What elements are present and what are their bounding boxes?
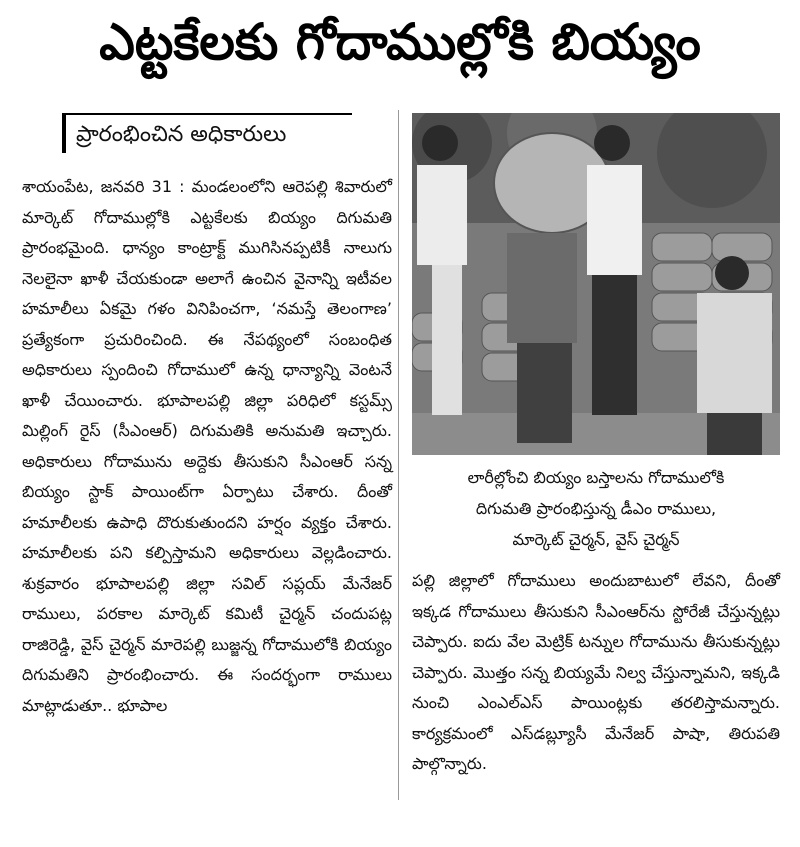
- article-column-left: [22, 172, 392, 721]
- caption-line-1: లారీల్లోంచి బియ్యం బస్తాలను గోదాములోకి: [467, 468, 725, 487]
- photo-caption: [412, 462, 780, 555]
- article-paragraph-2: పల్లి జిల్లాలో గోదాములు అందుబాటులో లేవని, దీంతో ఇక్కడ గోదాములు తీసుకుని సీఎంఆర్‌ను స్టోరేజీ చేస్తున్నట్లు చెప్పారు. ఐదు వేల మెట్రిక్ టన్నుల గోదామును తీసుకున్నట్లు చెప్పారు. మొత్తం సన్న బియ్యమే నిల్వ చేస్తున్నామని, ఇక్కడి నుంచి ఎంఎల్ఎస్ పాయింట్లకు తరలిస్తామన్నారు. కార్యక్రమంలో ఎస్‌డబ్ల్యూసీ మేనేజర్ పాషా, తిరుపతి పాల్గొన్నారు.: [412, 571, 780, 773]
- article-column-right: [412, 566, 780, 780]
- photo-icon: [412, 113, 780, 455]
- caption-line-2: దిగుమతి ప్రారంభిస్తున్న డీఎం రాములు,: [475, 499, 717, 518]
- article-paragraph-1: శాయంపేట, జనవరి 31 : మండలంలోని ఆరెపల్లి శివారులో మార్కెట్ గోదాముల్లోకి ఎట్టకేలకు బియ్యం దిగుమతి ప్రారంభమైంది. ధాన్యం కాంట్రాక్ట్ ముగిసినప్పటికీ నాలుగు నెలలైనా ఖాళీ చేయకుండా అలాగే ఉంచిన వైనాన్ని ఇటీవల హమాలీలు ఏకమై గళం వినిపించగా, ‘నమస్తే తెలంగాణ’ ప్రత్యేకంగా ప్రచురించింది. ఈ నేపథ్యంలో సంబంధిత అధికారులు స్పందించి గోదాములో ఉన్న ధాన్యాన్ని వెంటనే ఖాళీ చేయించారు. భూపాలపల్లి జిల్లా పరిధిలో కస్టమ్స్ మిల్లింగ్ రైస్ (సీఎంఆర్) దిగుమతికి అనుమతి ఇచ్చారు. అధికారులు గోదామును అద్దెకు తీసుకుని సీఎంఆర్ సన్న బియ్యం స్టాక్ పాయింట్‌గా ఏర్పాటు చేశారు. దీంతో హమాలీలకు ఉపాధి దొరుకుతుందని హర్షం వ్యక్తం చేశారు. హమాలీలకు పని కల్పిస్తామని అధికారులు వెల్లడించారు. శుక్రవారం భూపాలపల్లి జిల్లా సవిల్ సప్లయ్ మేనేజర్ రాములు, పరకాల మార్కెట్ కమిటీ చైర్మన్ చందుపట్ల రాజిరెడ్డి, వైస్ చైర్మన్ మారెపల్లి బుజ్జన్న గోదాములోకి బియ్యం దిగుమతిని ప్రారంభించారు. ఈ సందర్భంగా రాములు మాట్లాడుతూ.. భూపాల: [22, 177, 392, 715]
- subheadline: ప్రారంభించిన అధికారులు: [62, 113, 352, 153]
- news-photo: [412, 113, 780, 455]
- caption-line-3: మార్కెట్ చైర్మన్, వైస్ చైర్మన్: [512, 530, 680, 549]
- headline: ఎట్టకేలకు గోదాముల్లోకి బియ్యం: [99, 12, 701, 71]
- column-divider: [398, 110, 399, 800]
